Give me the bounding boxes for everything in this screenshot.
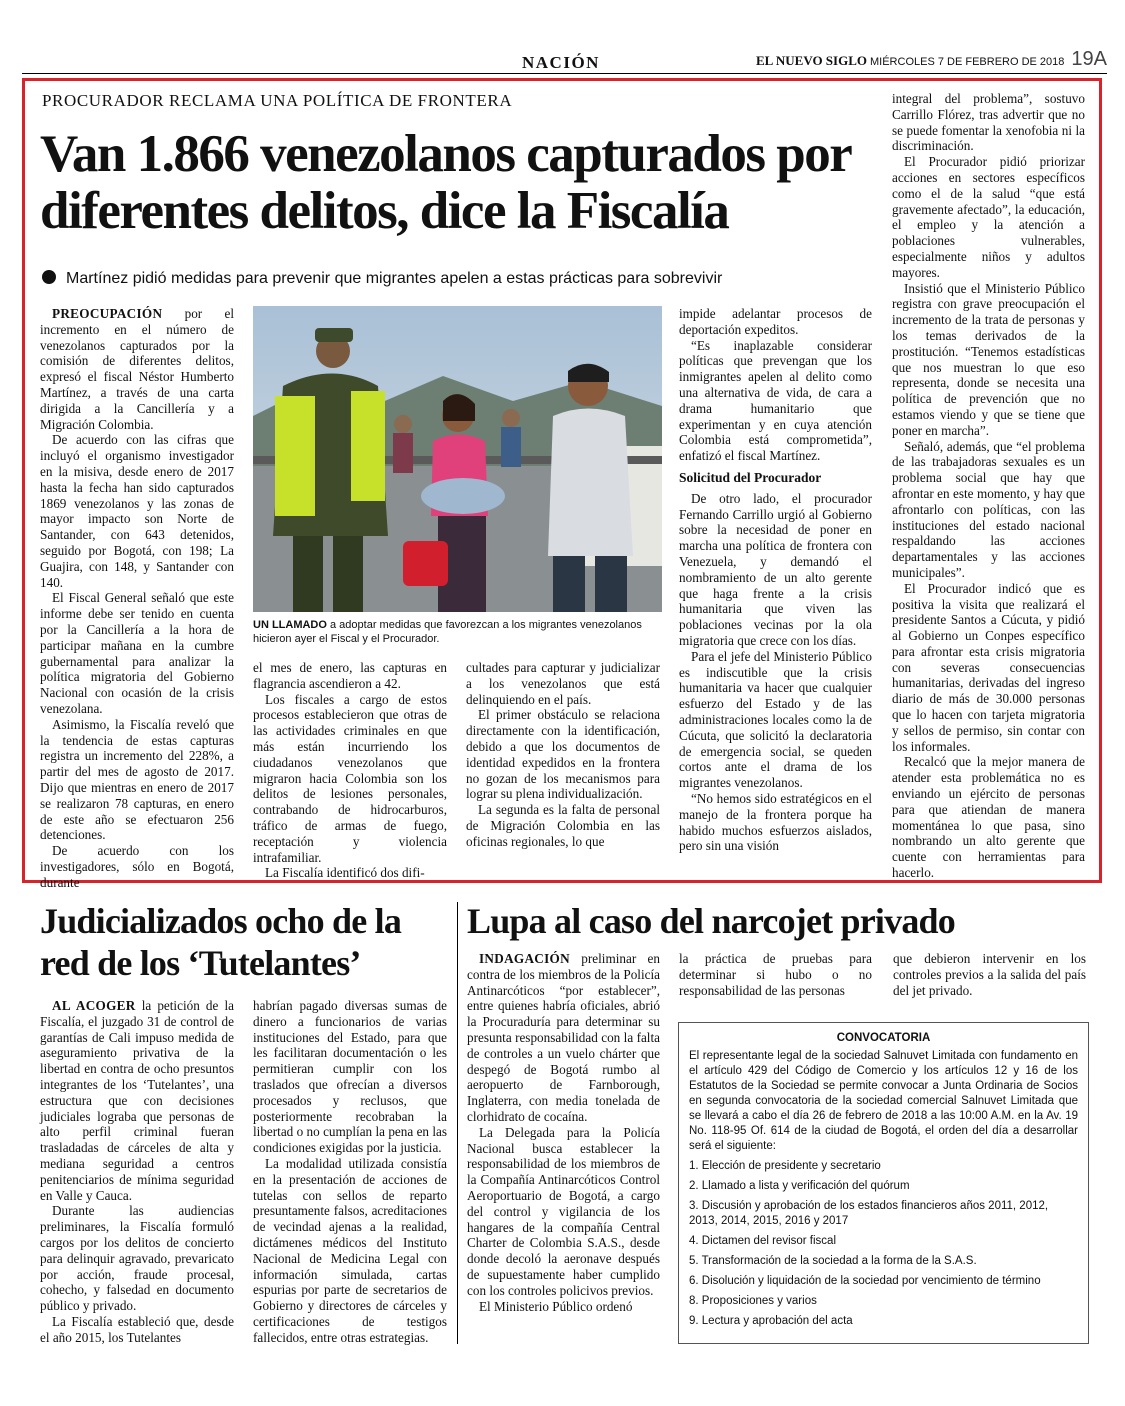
- section-subhead: Solicitud del Procurador: [679, 469, 822, 485]
- lead-column-2: [253, 660, 447, 881]
- agenda-item: 1. Elección de presidente y secretario: [689, 1160, 881, 1172]
- paragraph: Insistió que el Ministerio Público registra con grave preocupación el incremento de la trata de personas y los temas derivados de la prostitución. “Tenemos estadísticas que nos muestran lo que eso representa, donde se necesita una política de prevención que no estamos viendo y que se tiene que poner en marcha”.: [892, 280, 1085, 438]
- photo-illustration: [253, 306, 662, 612]
- page-number: 19A: [1071, 48, 1107, 70]
- paragraph: habrían pagado diversas sumas de dinero a funcionarios de varias instituciones del Estado, para que les facilitaran documentación o les permitieran cumplir con los traslados que ofrecían a diversos procesados y reclusos, que posteriormente recobraban la libertad o no cumplían la pena en las condiciones exigidas por la justicia.: [253, 998, 447, 1156]
- lead-column-4: [679, 306, 872, 854]
- story3-column-2: [679, 951, 872, 998]
- lead-subhead-text: Martínez pidió medidas para prevenir que migrantes apelen a estas prácticas para sobrevivir: [66, 270, 723, 287]
- agenda-item: 9. Lectura y aprobación del acta: [689, 1315, 853, 1327]
- paragraph: El Fiscal General señaló que este informe debe ser tenido en cuenta por la Cancillería a la hora de participar mañana en la cumbre gubernamental para analizar la política migratoria del Gobierno Nacional con ocasión de la crisis venezolana.: [40, 590, 234, 716]
- paragraph: la petición de la Fiscalía, el juzgado 31 de control de garantías de Cali impuso medida de aseguramiento privativa de la libertad en contra de ocho presuntos integrantes de los ‘Tutelantes’, una estructura que con decisiones judiciales lograba que personas de alto perfil criminal fueran trasladadas de cárceles de alta y mediana seguridad a centros penitenciarios de mínima seguridad en Valle y Cauca.: [40, 998, 234, 1203]
- paragraph: Durante las audiencias preliminares, la Fiscalía formuló cargos por los delitos de concierto para delinquir agravado, prevaricato por acción, fraude procesal, cohecho, y falsedad en documento público y privado.: [40, 1203, 234, 1314]
- paragraph: “Es inaplazable considerar políticas que prevengan que los inmigrantes apelen al delito como una alternativa de vida, de cara a drama humanitario que experimentan y en cuya atención Colombia está comprometida”, enfatizó el fiscal Martínez.: [679, 337, 872, 464]
- paragraph: la práctica de pruebas para determinar si hubo o no responsabilidad de las personas: [679, 951, 872, 998]
- paragraph: integral del problema”, sostuvo Carrillo Flórez, tras advertir que no se puede fomentar la xenofobia ni la discriminación.: [892, 91, 1085, 154]
- section-name: NACIÓN: [522, 53, 600, 72]
- lead-word: AL ACOGER: [52, 998, 136, 1013]
- news-photo: [253, 306, 662, 612]
- paragraph: La segunda es la falta de personal de Migración Colombia en las oficinas regionales, lo que: [466, 802, 660, 849]
- bullet-icon: [42, 270, 56, 284]
- paragraph: Asimismo, la Fiscalía reveló que la tendencia de estas capturas registra un incremento del 228%, a partir del mes de agosto de 2017. Dijo que mientras en enero de 2017 se realizaron 78 capturas, en enero de este año se efectuaron 256 detenciones.: [40, 716, 234, 843]
- paragraph: cultades para capturar y judicializar a los venezolanos que está delinquiendo en el país.: [466, 660, 660, 707]
- agenda-item: 2. Llamado a lista y verificación del quórum: [689, 1180, 910, 1192]
- lead-word: PREOCUPACIÓN: [52, 306, 163, 321]
- lead-headline: Van 1.866 venezolanos capturados por diferentes delitos, dice la Fiscalía: [40, 125, 851, 240]
- paragraph: El Ministerio Público ordenó: [479, 1298, 633, 1314]
- paragraph: Los fiscales a cargo de estos procesos establecieron que otras de las actividades criminales en que más están incurriendo los ciudadanos venezolanos que migraron hacia Colombia son los delitos de lesiones personales, contrabando de hidrocarburos, tráfico de armas de fuego, receptación y violencia intrafamiliar.: [253, 691, 447, 865]
- agenda-item: 3. Discusión y aprobación de los estados financieros años 2011, 2012, 2013, 2014, 2015, 2016 y 2017: [689, 1200, 1049, 1227]
- paragraph: impide adelantar procesos de deportación expeditos.: [679, 306, 872, 337]
- paragraph: el mes de enero, las capturas en flagrancia ascendieron a 42.: [253, 660, 447, 691]
- paragraph: El primer obstáculo se relaciona directamente con la identificación, debido a que los documentos de identidad expedidos en la frontera no gozan de los mecanismos para lograr su plena individualización.: [466, 707, 660, 802]
- paragraph: preliminar en contra de los miembros de la Policía Antinarcóticos “por establecer”, entre quienes habría oficiales, abrió la Procuraduría para determinar su presunta responsabilidad con la falta de controles a un vuelo chárter que despegó de Bogotá rumbo al aeropuerto de Farnborough, Inglaterra, con media tonelada de clorhidrato de cocaína.: [467, 951, 661, 1124]
- agenda-item: 8. Proposiciones y varios: [689, 1295, 817, 1307]
- paragraph: Para el jefe del Ministerio Público es indiscutible que la crisis humanitaria va hacer que cualquier esfuerzo del Estado y de las administraciones locales como la de Cúcuta, que solicitó la declaratoria de emergencia social, se queden cortos ante el drama de los migrantes venezolanos.: [679, 648, 872, 791]
- notice-body: El representante legal de la sociedad Salnuvet Limitada con fundamento en el artículo 429 del Código de Comercio y los artículos 12 y 16 de los Estatutos de la Sociedad se permite convocar a Junta Ordinaria de Socios en segunda convocatoria de la sociedad comercial Salnuvet Limitada que se llevará a cabo el día 26 de febrero de 2018 a las 10:00 A.M. en la Av. 19 No. 118-95 Of. 614 de la ciudad de Bogotá, el orden del día a desarrollar será el siguiente:: [689, 1050, 1078, 1152]
- story3-column-3: [893, 951, 1086, 998]
- agenda-item: 5. Transformación de la sociedad a la forma de la S.A.S.: [689, 1255, 977, 1267]
- newspaper-brand: EL NUEVO SIGLO: [756, 53, 867, 68]
- paragraph: De acuerdo con los investigadores, sólo en Bogotá, durante: [40, 843, 234, 890]
- lead-column-1: [40, 306, 234, 890]
- agenda-item: 6. Disolución y liquidación de la sociedad por vencimiento de término: [689, 1275, 1041, 1287]
- paragraph: El Procurador pidió priorizar acciones en sectores específicos como el de la salud “que está gravemente afectado”, la educación, el empleo y la atención a poblaciones vulnerables, especialmente niños y adultos mayores.: [892, 154, 1085, 280]
- notice-title: CONVOCATORIA: [836, 1032, 931, 1044]
- paragraph: De acuerdo con las cifras que incluyó el organismo investigador en la misiva, desde enero de 2017 hasta la fecha han sido capturados 1869 venezolanos y las zonas de mayor impacto son Norte de Santander, con 643 detenidos, seguido por Bogotá, con 198; La Guajira, con 148, y Santander con 140.: [40, 432, 234, 590]
- paragraph: Recalcó que la mejor manera de atender esta problemática no es enviando un ejército de personas para que atiendan de manera momentánea lo que pasa, sino nombrando un alto gerente que cuente con herramientas para hacerlo.: [892, 754, 1085, 881]
- paragraph: La modalidad utilizada consistía en la presentación de acciones de tutelas con sellos de reparto presuntamente falsos, acreditaciones de vecindad ajenas a la realidad, dictámenes médicos del Instituto Nacional de Medicina Legal con información simulada, cartas espurias por parte de secretarios de Gobierno y directores de cárceles y certificaciones de testigos fallecidos, entre otras estrategias.: [253, 1155, 447, 1345]
- caption-text: a adoptar medidas que favorezcan a los migrantes venezolanos hicieron ayer el Fiscal y el Procurador.: [253, 619, 642, 645]
- paragraph: por el incremento en el número de venezolanos capturados por la comisión de diferentes delitos, expresó el fiscal Néstor Humberto Martínez, a través de una carta dirigida a la Cancillería y a Migración Colombia.: [40, 306, 234, 432]
- paragraph: De otro lado, el procurador Fernando Carrillo urgió al Gobierno sobre la necesidad de poner en marcha una política de frontera con Venezuela, y demandó el nombramiento de un alto gerente que haga frente a la crisis humanitaria que viven las poblaciones vecinas por la ola migratoria que crece con los días.: [679, 490, 872, 648]
- page-header: [22, 50, 1107, 74]
- story2-column-1: [40, 998, 234, 1346]
- paragraph: El Procurador indicó que es positiva la visita que realizará el presidente Santos a Cúcuta, y pidió al Gobierno un Conpes específico para afrontar esta crisis migratoria con severas consecuencias humanitarias, derivadas del ingreso diario de más de 30.000 personas que lo hacen con tarjeta migratoria y sellos de permiso, sin contar con los informales.: [892, 580, 1085, 754]
- story2-column-2: [253, 998, 447, 1346]
- paragraph: La Fiscalía estableció que, desde el año 2015, los Tutelantes: [40, 1313, 234, 1345]
- lead-column-3: [466, 660, 660, 850]
- story3-column-1: [467, 951, 660, 1314]
- lead-kicker: PROCURADOR RECLAMA UNA POLÍTICA DE FRONTERA: [42, 91, 513, 110]
- story2-headline: Judicializados ocho de la red de los ‘Tutelantes’: [40, 901, 402, 983]
- issue-date: MIÉRCOLES 7 DE FEBRERO DE 2018: [870, 56, 1065, 68]
- story3-headline: Lupa al caso del narcojet privado: [467, 901, 955, 941]
- paragraph: “No hemos sido estratégicos en el manejo de la frontera porque ha habido muchos esfuerzos aislados, pero sin una visión: [679, 790, 872, 854]
- column-divider: [457, 902, 458, 1344]
- lead-subhead: [42, 270, 892, 288]
- lead-word: INDAGACIÓN: [479, 951, 570, 966]
- lead-column-5: [892, 91, 1085, 881]
- paragraph: Señaló, además, que “el problema de las trabajadoras sexuales es un problema social que hay que afrontar en este momento, y hay que afrontarlo con políticas, con las instituciones del estado nacional respaldando las acciones departamentales y las acciones municipales”.: [892, 438, 1085, 580]
- photo-caption: [253, 619, 662, 646]
- paragraph: La Fiscalía identificó dos difi-: [265, 865, 425, 881]
- caption-lead: UN LLAMADO: [253, 619, 327, 631]
- convocatoria-notice: [678, 1022, 1089, 1344]
- paragraph: La Delegada para la Policía Nacional busca establecer la responsabilidad de los miembros de la Compañía Antinarcóticos Control Aeroportuario de Bogotá, a cargo del control y vigilancia de los hangares de la compañía Central Charter de Colombia S.A.S., desde donde decoló la aeronave después de supuestamente haber cumplido con los controles policivos previos.: [467, 1124, 660, 1298]
- page-folio: [756, 48, 1107, 71]
- agenda-item: 4. Dictamen del revisor fiscal: [689, 1235, 836, 1247]
- paragraph: que debieron intervenir en los controles previos a la salida del país del jet privado.: [893, 951, 1086, 998]
